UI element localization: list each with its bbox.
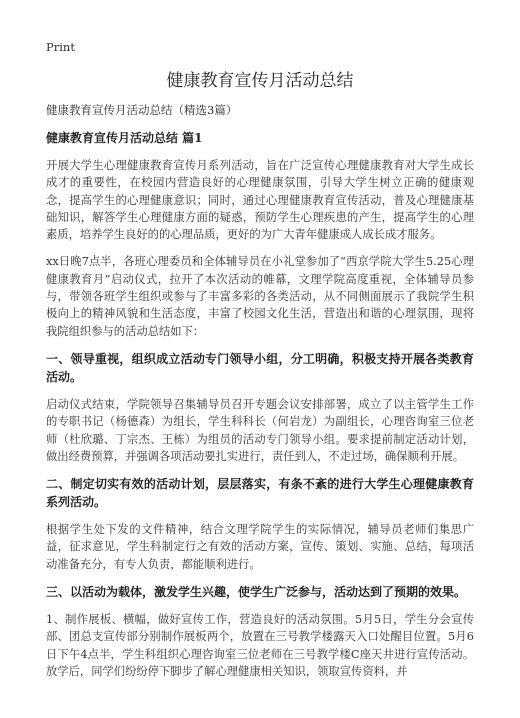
point-heading: 三、以活动为载体，激发学生兴趣，使学生广泛参与，活动达到了预期的效果。 [46,585,467,600]
point-heading: 一、领导重视，组织成立活动专门领导小组，分工明确，积极支持开展各类教育活动。 [46,351,474,384]
paragraph: 1、制作展板、横幅，做好宣传工作，营造良好的活动氛围。5月5日，学生分会宣传部、团总支宣传部分别制作展板两个，放置在三号教学楼露天入口处醒目位置。5月6日下午4点半，学生科组织心理咨询室三位老师在三号教学楼C座天井进行宣传活动。放学后，同学们纷纷停下脚步了解心理健康相关知识，领取宣传资料，并 [46,613,474,678]
paragraph: 启动仪式结束，学院领导召集辅导员召开专题会议安排部署，成立了以主管学生工作的专职书记（杨德森）为组长，学生科科长（何岩龙）为副组长，心理咨询室三位老师（杜欣璐、丁宗杰、王栋）为组员的活动专门领导小组。要求提前制定活动计划，做出经费预算，并强调各项活动要扎实进行，责任到人，不走过场，确保顺利开展。 [46,397,474,463]
point-heading: 二、制定切实有效的活动计划，层层落实，有条不紊的进行大学生心理健康教育系列活动。 [46,477,474,510]
paragraph: 开展大学生心理健康教育宣传月系列活动，旨在广泛宣传心理健康教育对大学生成长成才的重要性，在校园内营造良好的心理健康氛围，引导大学生树立正确的健康观念，提高学生的心理健康意识；同时，通过心理健康教育宣传活动，普及心理健康基础知识，解答学生心理健康方面的疑惑，预防学生心理疾患的产生，提高学生的心理素质，培养学生良好的的心理品质，更好的为广大青年健康成人成长成才服务。 [46,159,474,242]
paragraph: xx日晚7点半，各班心理委员和全体辅导员在小礼堂参加了“西京学院大学生5.25心理健康教育月”启动仪式，拉开了本次活动的帷幕，文理学院高度重视，全体辅导员参与，带领各班学生组织或参与了丰富多彩的各类活动，从不同侧面展示了我院学生积极向上的精神风貌和生活态度，丰富了校园文化生活，营造出和谐的心理氛围，现将我院组织参与的活动总结如下： [46,255,474,338]
paragraph: 根据学生处下发的文件精神，结合文理学院学生的实际情况，辅导员老师们集思广益，征求意见，学生科制定行之有效的活动方案，宣传、策划、实施、总结，每项活动准备充分，有专人负责，都能顺利进行。 [46,523,474,571]
document-subtitle: 健康教育宣传月活动总结（精选3篇） [46,103,238,117]
print-link[interactable]: Print [46,40,75,54]
section-heading: 健康教育宣传月活动总结 篇1 [46,131,203,145]
document-content [46,130,474,690]
document-title: 健康教育宣传月活动总结 [166,71,354,91]
document-body [46,157,474,680]
